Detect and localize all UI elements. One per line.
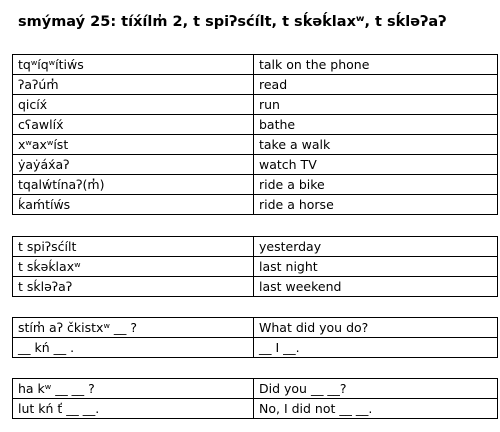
- yes-no-pattern-table: [12, 378, 498, 419]
- nsyilxcen-cell: cʕawlíx́: [13, 115, 254, 135]
- table-row: [13, 115, 498, 135]
- nsyilxcen-cell: ha kʷ __ __ ?: [13, 379, 254, 399]
- table-row: [13, 175, 498, 195]
- table-row: [13, 338, 498, 358]
- table-row: [13, 135, 498, 155]
- table-row: [13, 95, 498, 115]
- table-row: [13, 399, 498, 419]
- table-row: [13, 379, 498, 399]
- english-cell: What did you do?: [254, 318, 498, 338]
- english-cell: take a walk: [254, 135, 498, 155]
- english-cell: ride a bike: [254, 175, 498, 195]
- table-row: [13, 257, 498, 277]
- english-cell: bathe: [254, 115, 498, 135]
- nsyilxcen-cell: __ kń __ .: [13, 338, 254, 358]
- nsyilxcen-cell: ḱaḿtíẃs: [13, 195, 254, 215]
- table-row: [13, 55, 498, 75]
- english-cell: __ I __.: [254, 338, 498, 358]
- table-row: [13, 318, 498, 338]
- nsyilxcen-cell: tqalẃtínaʔ(m̓): [13, 175, 254, 195]
- nsyilxcen-cell: t sḱəḱlaxʷ: [13, 257, 254, 277]
- english-cell: last weekend: [254, 277, 498, 297]
- nsyilxcen-cell: qicíx́: [13, 95, 254, 115]
- nsyilxcen-cell: ʔaʔúm̓: [13, 75, 254, 95]
- english-cell: yesterday: [254, 237, 498, 257]
- english-cell: No, I did not __ __.: [254, 399, 498, 419]
- question-pattern-table: [12, 317, 498, 358]
- nsyilxcen-cell: ẏaẏáx́aʔ: [13, 155, 254, 175]
- table-row: [13, 155, 498, 175]
- english-cell: run: [254, 95, 498, 115]
- table-row: [13, 277, 498, 297]
- nsyilxcen-cell: xʷaxʷíst: [13, 135, 254, 155]
- nsyilxcen-cell: stím̓ aʔ čkistxʷ __ ?: [13, 318, 254, 338]
- english-cell: watch TV: [254, 155, 498, 175]
- nsyilxcen-cell: t spiʔsćílt: [13, 237, 254, 257]
- english-cell: last night: [254, 257, 498, 277]
- nsyilxcen-cell: t sḱləʔaʔ: [13, 277, 254, 297]
- vocab-activities-table: [12, 54, 498, 215]
- nsyilxcen-cell: tqʷíqʷítiẃs: [13, 55, 254, 75]
- english-cell: ride a horse: [254, 195, 498, 215]
- table-row: [13, 195, 498, 215]
- english-cell: read: [254, 75, 498, 95]
- table-row: [13, 237, 498, 257]
- english-cell: Did you __ __?: [254, 379, 498, 399]
- nsyilxcen-cell: lut kń ť __ __.: [13, 399, 254, 419]
- english-cell: talk on the phone: [254, 55, 498, 75]
- vocab-time-table: [12, 236, 498, 297]
- table-row: [13, 75, 498, 95]
- worksheet-title: smýmaý 25: tíx́ílm̓ 2, t spiʔsćílt, t sḱəḱlaxʷ, t sḱləʔaʔ: [18, 14, 447, 30]
